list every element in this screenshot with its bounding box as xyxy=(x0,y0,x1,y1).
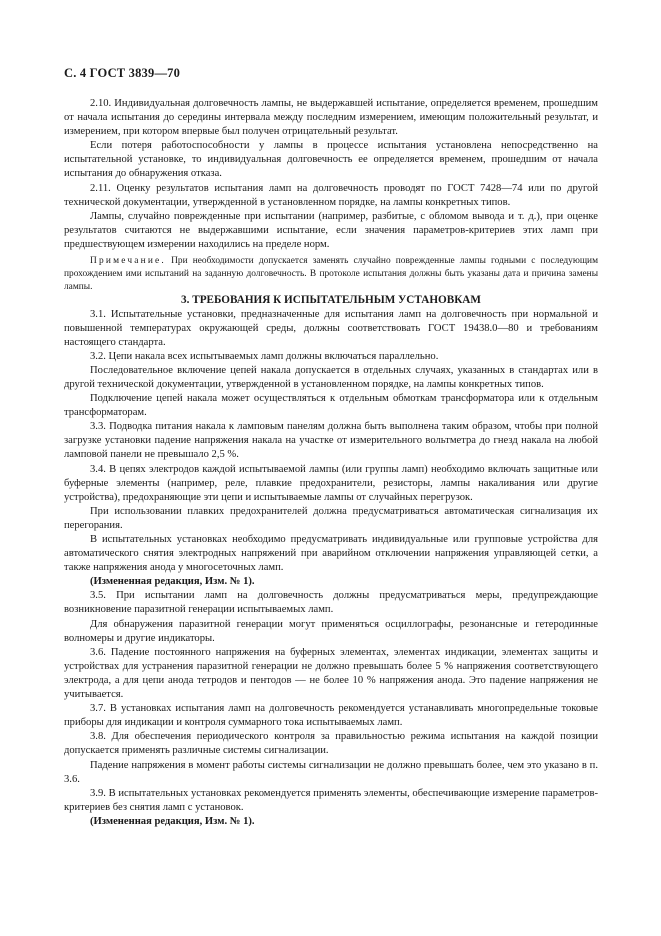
paragraph-3-7: 3.7. В установках испытания ламп на долговечность рекомендуется устанавливать многопредельные токовые приборы для индикации и контроля суммарного тока испытываемых ламп. xyxy=(64,703,598,729)
paragraph-3-1: 3.1. Испытательные установки, предназначенные для испытания ламп на долговечность при нормальной и повышенной температурах окружающей среды, должны соответствовать ГОСТ 19438.0—80 и требованиям настоящего стандарта. xyxy=(64,308,598,348)
document-body xyxy=(64,97,598,829)
paragraph-2-10-cont: Если потеря работоспособности у лампы в процессе испытания установлена непосредственно на испытательной установке, то индивидуальная долговечность ее определяется временем, прошедшим от начала испытания до обнаружения отказа. xyxy=(64,140,598,180)
page-header: С. 4 ГОСТ 3839—70 xyxy=(64,66,181,80)
paragraph-3-2-windings: Подключение цепей накала может осуществляться к отдельным обмоткам трансформатора или к отдельным трансформаторам. xyxy=(64,393,598,419)
note-text: При необходимости допускается заменять случайно поврежденные лампы годными с последующим прохождением ими испытаний на заданную долговечность. В протоколе испытания должны быть указаны дата и причина замены лампы. xyxy=(64,256,599,292)
paragraph-3-9: 3.9. В испытательных установках рекомендуется применять элементы, обеспечивающие измерение параметров-критериев без снятия ламп с установок. xyxy=(64,787,598,813)
paragraph-2-11-cont: Лампы, случайно поврежденные при испытании (например, разбитые, с обломом вывода и т. д.), при оценке результатов считаются не выдержавшими испытание, если значения параметров-критериев этих ламп при предшествующем измерении находились на пределе норм. xyxy=(64,210,598,250)
paragraph-3-6: 3.6. Падение постоянного напряжения на буферных элементах, элементах индикации, элементах защиты и устройствах для устранения паразитной генерации не должно превышать более 5 % напряжения соответствующего электрода, а для цепи анода тетродов и пентодов — не более 10 % напряжения анода. Это падение напряжения не учитывается. xyxy=(64,646,598,701)
paragraph-3-5: 3.5. При испытании ламп на долговечность должны предусматриваться меры, предупреждающие возникновение паразитной генерации испытываемых ламп. xyxy=(64,590,598,616)
note-paragraph xyxy=(64,255,598,293)
paragraph-3-2-series: Последовательное включение цепей накала допускается в отдельных случаях, указанных в стандартах или в другой технической документации, утвержденной в установленном порядке, на лампы конкретных типов. xyxy=(64,364,598,390)
revision-note-1: (Измененная редакция, Изм. № 1). xyxy=(90,576,255,588)
note-label: Примечание. xyxy=(90,256,166,267)
paragraph-3-5-detection: Для обнаружения паразитной генерации могут применяться осциллографы, резонансные и гетеродинные волномеры и другие индикаторы. xyxy=(64,618,598,644)
section-3-title: 3. ТРЕБОВАНИЯ К ИСПЫТАТЕЛЬНЫМ УСТАНОВКАМ xyxy=(181,294,481,307)
paragraph-3-2: 3.2. Цепи накала всех испытываемых ламп должны включаться параллельно. xyxy=(90,350,439,362)
paragraph-3-4: 3.4. В цепях электродов каждой испытываемой лампы (или группы ламп) необходимо включать защитные или буферные элементы (например, реле, плавкие предохранители, резисторы, лампы накаливания или другие устройства), предохраняющие эти цепи и испытываемые лампы от случайных перегрузок. xyxy=(64,463,598,503)
paragraph-2-11: 2.11. Оценку результатов испытания ламп на долговечность проводят по ГОСТ 7428—74 или по другой технической документации, утвержденной в установленном порядке, на лампы конкретных типов. xyxy=(64,182,598,208)
paragraph-3-4-devices: В испытательных установках необходимо предусматривать индивидуальные или групповые устройства для автоматического снятия электродных напряжений при аварийном отключении напряжения управляющей сетки, а также напряжения анода у многосеточных ламп. xyxy=(64,534,598,574)
paragraph-3-8-drop: Падение напряжения в момент работы системы сигнализации не должно превышать более, чем это указано в п. 3.6. xyxy=(64,759,598,785)
paragraph-3-3: 3.3. Подводка питания накала к ламповым панелям должна быть выполнена таким образом, чтобы при полной загрузке установки падение напряжения накала на участке от измерительного вольтметра до гнезд накала на любой ламповой панели не превышало 2,5 %. xyxy=(64,421,598,461)
paragraph-3-4-fuses: При использовании плавких предохранителей должна предусматриваться автоматическая сигнализация их перегорания. xyxy=(64,505,598,531)
paragraph-3-8: 3.8. Для обеспечения периодического контроля за правильностью режима испытания на каждой позиции допускается применять различные системы сигнализации. xyxy=(64,731,598,757)
revision-note-2: (Измененная редакция, Изм. № 1). xyxy=(90,815,255,827)
paragraph-2-10: 2.10. Индивидуальная долговечность лампы, не выдержавшей испытание, определяется временем, прошедшим от начала испытания до середины интервала между последним измерением, имеющим положительный результат, и измерением, при котором впервые был получен отрицательный результат. xyxy=(64,98,598,138)
